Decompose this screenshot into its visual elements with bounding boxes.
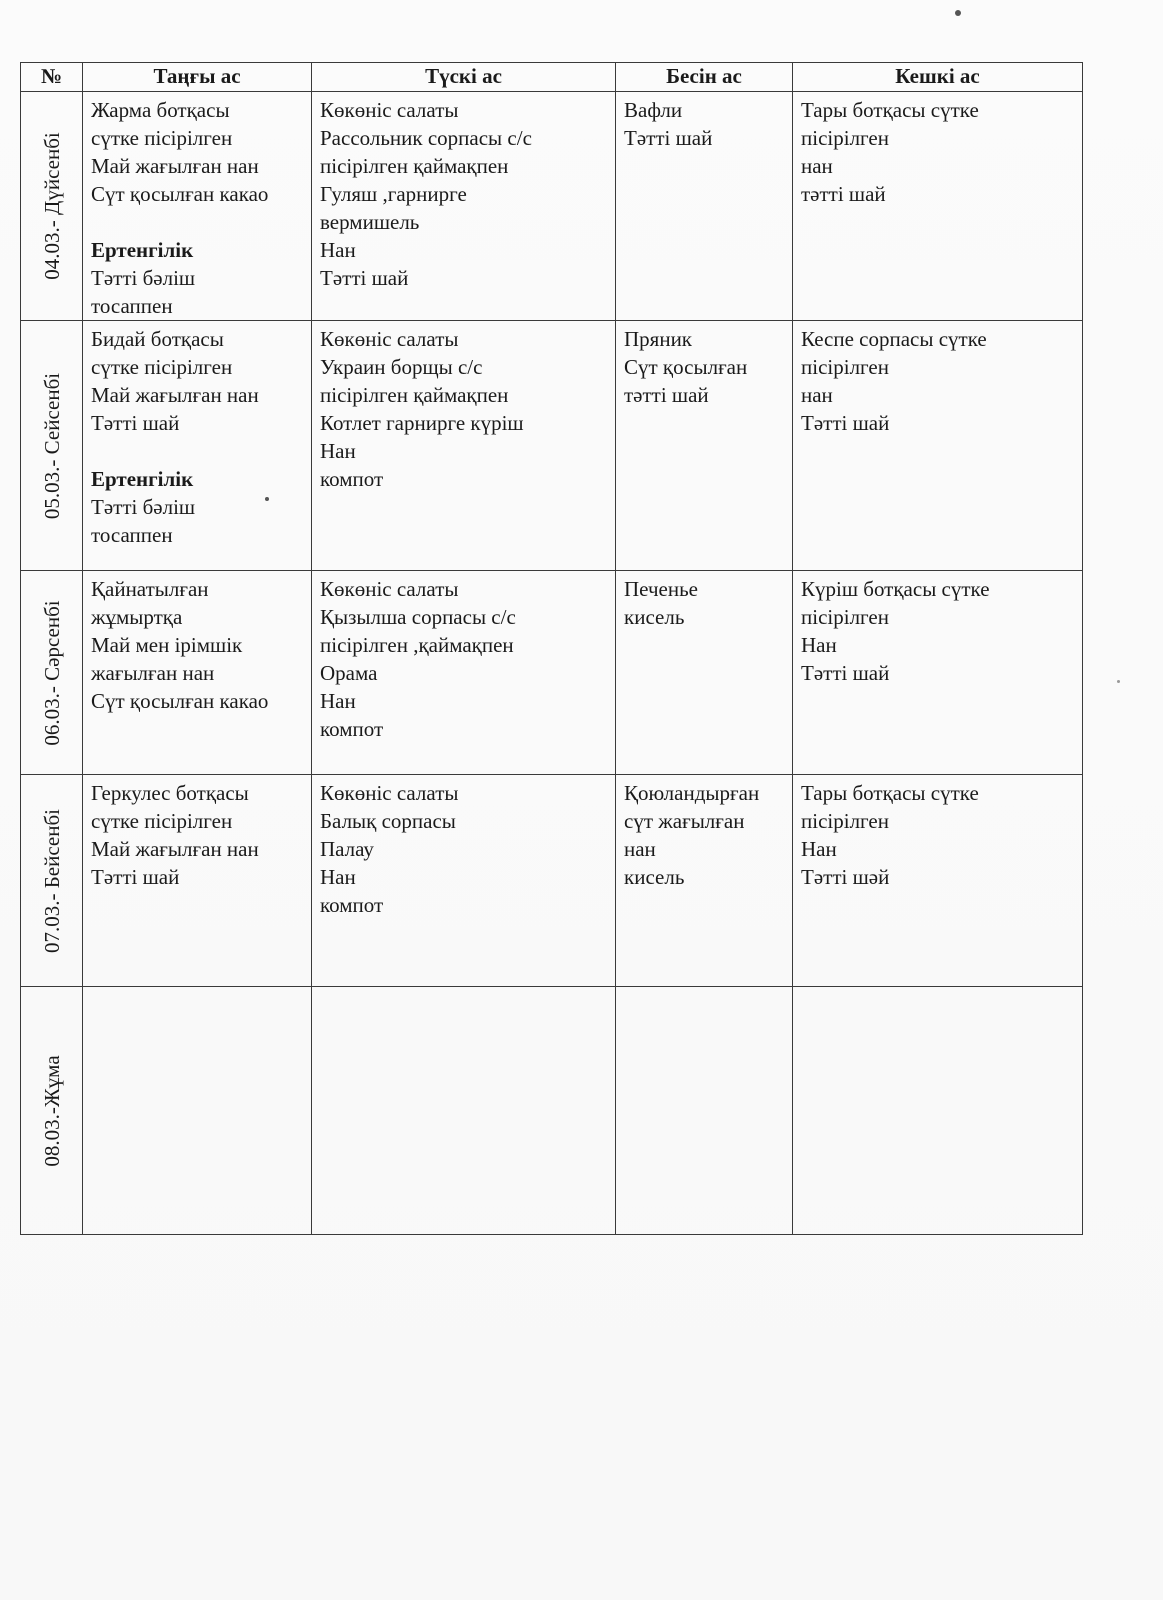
breakfast-item: сүтке пісірілген xyxy=(91,809,233,833)
lunch-item: Көкөніс салаты xyxy=(320,781,459,805)
header-number: № xyxy=(21,63,83,92)
dinner-item: Кеспе сорпасы сүтке xyxy=(801,327,987,351)
day-label: 06.03.- Сәрсенбі xyxy=(39,599,64,746)
dinner-cell xyxy=(793,321,1083,571)
lunch-item: Балық сорпасы xyxy=(320,809,456,833)
day-row xyxy=(21,987,1083,1235)
breakfast-cell xyxy=(83,571,312,775)
lunch-item: Рассольник сорпасы с/с xyxy=(320,126,532,150)
lunch-item: Гуляш ,гарнирге xyxy=(320,182,467,206)
scan-speck xyxy=(1117,680,1120,683)
day-cell xyxy=(21,775,83,987)
snack-item: Сүт қосылған xyxy=(624,355,748,379)
dinner-item: Тары ботқасы сүтке xyxy=(801,98,979,122)
dinner-cell xyxy=(793,987,1083,1235)
header-row xyxy=(21,63,1083,92)
spacer xyxy=(91,437,303,465)
breakfast-cell xyxy=(83,775,312,987)
lunch-cell xyxy=(312,92,616,321)
day-row xyxy=(21,92,1083,321)
breakfast-item: сүтке пісірілген xyxy=(91,355,233,379)
second-breakfast-title: Ертенгілік xyxy=(91,238,194,262)
weekly-menu-table xyxy=(20,62,1083,1235)
lunch-item: Нан xyxy=(320,865,356,889)
lunch-cell xyxy=(312,321,616,571)
breakfast-item: Тәтті шай xyxy=(91,865,180,889)
breakfast-cell xyxy=(83,987,312,1235)
dinner-item: пісірілген xyxy=(801,126,889,150)
lunch-item: Нан xyxy=(320,689,356,713)
scan-speck xyxy=(265,497,269,501)
lunch-item: Украин борщы с/с xyxy=(320,355,483,379)
day-cell xyxy=(21,321,83,571)
day-label: 05.03.- Сейсенбі xyxy=(39,372,64,519)
scan-speck xyxy=(955,10,961,16)
dinner-item: нан xyxy=(801,154,833,178)
lunch-item: Қызылша сорпасы с/с xyxy=(320,605,516,629)
breakfast-item: Қайнатылған xyxy=(91,577,209,601)
lunch-item: пісірілген қаймақпен xyxy=(320,154,509,178)
snack-item: Пряник xyxy=(624,327,693,351)
breakfast-item: Май жағылған нан xyxy=(91,383,259,407)
day-label: 07.03.- Бейсенбі xyxy=(39,808,64,953)
snack-item: Қоюландырған xyxy=(624,781,760,805)
lunch-item: Көкөніс салаты xyxy=(320,577,459,601)
lunch-item: Котлет гарнирге күріш xyxy=(320,411,524,435)
lunch-cell xyxy=(312,775,616,987)
dinner-item: нан xyxy=(801,383,833,407)
snack-item: кисель xyxy=(624,605,685,629)
breakfast-item: Сүт қосылған какао xyxy=(91,689,269,713)
dinner-item: Нан xyxy=(801,633,837,657)
lunch-cell xyxy=(312,987,616,1235)
dinner-item: пісірілген xyxy=(801,605,889,629)
header-breakfast: Таңғы ас xyxy=(83,63,312,92)
breakfast-item: Май жағылған нан xyxy=(91,837,259,861)
day-cell xyxy=(21,92,83,321)
dinner-item: Тары ботқасы сүтке xyxy=(801,781,979,805)
lunch-item: вермишель xyxy=(320,210,420,234)
lunch-item: Палау xyxy=(320,837,374,861)
header-dinner: Кешкі ас xyxy=(793,63,1083,92)
lunch-item: компот xyxy=(320,893,384,917)
lunch-item: компот xyxy=(320,467,384,491)
dinner-cell xyxy=(793,775,1083,987)
lunch-item: Нан xyxy=(320,439,356,463)
snack-item: сүт жағылған xyxy=(624,809,745,833)
breakfast-item: Геркулес ботқасы xyxy=(91,781,249,805)
snack-cell xyxy=(616,321,793,571)
header-lunch: Түскі ас xyxy=(312,63,616,92)
lunch-cell xyxy=(312,571,616,775)
day-cell xyxy=(21,571,83,775)
breakfast-item: сүтке пісірілген xyxy=(91,126,233,150)
day-row xyxy=(21,321,1083,571)
lunch-item: Көкөніс салаты xyxy=(320,327,459,351)
lunch-item: пісірілген қаймақпен xyxy=(320,383,509,407)
snack-item: Печенье xyxy=(624,577,698,601)
breakfast-item: жұмыртқа xyxy=(91,605,183,629)
second-breakfast-item: тосаппен xyxy=(91,294,173,318)
breakfast-item: Май жағылған нан xyxy=(91,154,259,178)
day-row xyxy=(21,571,1083,775)
snack-cell xyxy=(616,571,793,775)
snack-item: нан xyxy=(624,837,656,861)
snack-item: Вафли xyxy=(624,98,683,122)
dinner-item: Тәтті шәй xyxy=(801,865,890,889)
dinner-item: Тәтті шай xyxy=(801,411,890,435)
day-cell xyxy=(21,987,83,1235)
dinner-item: тәтті шай xyxy=(801,182,886,206)
dinner-cell xyxy=(793,571,1083,775)
breakfast-item: Сүт қосылған какао xyxy=(91,182,269,206)
day-label: 08.03.-Жұма xyxy=(39,1054,64,1167)
breakfast-item: Бидай ботқасы xyxy=(91,327,224,351)
breakfast-item: Май мен ірімшік xyxy=(91,633,243,657)
breakfast-item: Жарма ботқасы xyxy=(91,98,230,122)
snack-cell xyxy=(616,775,793,987)
snack-item: кисель xyxy=(624,865,685,889)
snack-item: тәтті шай xyxy=(624,383,709,407)
dinner-item: пісірілген xyxy=(801,355,889,379)
lunch-item: Көкөніс салаты xyxy=(320,98,459,122)
snack-cell xyxy=(616,987,793,1235)
dinner-item: Күріш ботқасы сүтке xyxy=(801,577,990,601)
breakfast-item: жағылған нан xyxy=(91,661,215,685)
second-breakfast-item: тосаппен xyxy=(91,523,173,547)
breakfast-item: Тәтті шай xyxy=(91,411,180,435)
breakfast-cell xyxy=(83,321,312,571)
dinner-cell xyxy=(793,92,1083,321)
breakfast-cell xyxy=(83,92,312,321)
second-breakfast-title: Ертенгілік xyxy=(91,467,194,491)
spacer xyxy=(91,208,303,236)
second-breakfast-item: Тәтті бәліш xyxy=(91,266,196,290)
lunch-item: Нан xyxy=(320,238,356,262)
dinner-item: пісірілген xyxy=(801,809,889,833)
lunch-item: пісірілген ,қаймақпен xyxy=(320,633,514,657)
second-breakfast-item: Тәтті бәліш xyxy=(91,495,196,519)
dinner-item: Нан xyxy=(801,837,837,861)
header-snack: Бесін ас xyxy=(616,63,793,92)
snack-cell xyxy=(616,92,793,321)
lunch-item: Тәтті шай xyxy=(320,266,409,290)
day-row xyxy=(21,775,1083,987)
lunch-item: Орама xyxy=(320,661,378,685)
lunch-item: компот xyxy=(320,717,384,741)
day-label: 04.03.- Дүйсенбі xyxy=(39,132,64,280)
dinner-item: Тәтті шай xyxy=(801,661,890,685)
snack-item: Тәтті шай xyxy=(624,126,713,150)
